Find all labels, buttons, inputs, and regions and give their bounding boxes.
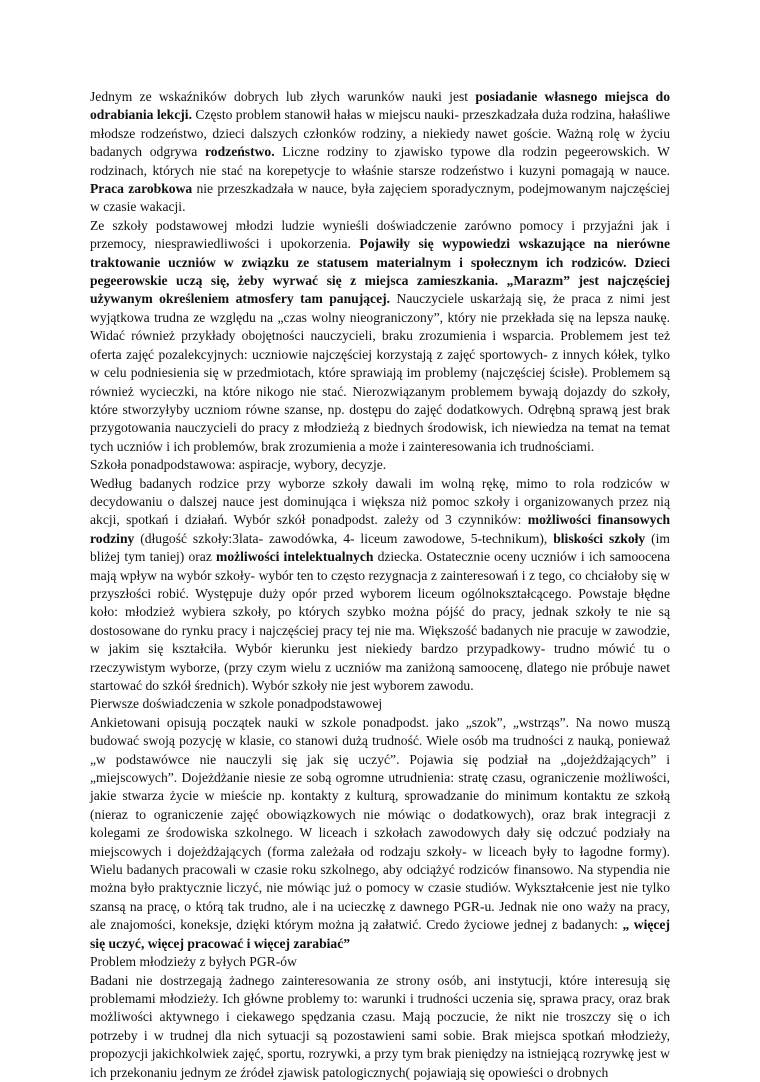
body-text: Badani nie dostrzegają żadnego zainteresowania ze strony osób, ani instytucji, które interesują się problemami młodzieży. Ich główne problemy to: warunki i trudności uczenia się, sprawa pracy, oraz brak możliwości aktywnego i ciekawego spędzania czasu. Mają poczucie, że nikt nie troszczy się o ich potrzeby i w trudnej dla nich sytuacji są pozostawieni sami sobie. Brak miejsca spotkań młodzieży, propozycji jakichkolwiek zajęć, sportu, rozrywki, a przy tym brak pieniędzy na istniejącą rozrywkę jest w ich przekonaniu jednym ze źródeł zjawisk patologicznych( pojawiają się opowieści o drobnych: [90, 972, 670, 1080]
document-page: [90, 88, 670, 1082]
body-text: Nauczyciele uskarżają się, że praca z nimi jest wyjątkowa trudna ze względu na „czas wolny nieograniczony”, który nie przekłada się na lepsza naukę. Widać również przykłady obojętności nauczycieli, braku zrozumienia i wsparcia. Problemem jest też oferta zajęć pozalekcyjnych: uczniowie najczęściej korzystają z zajęć sportowych- z innych kółek, tylko w celu podniesienia się w przedmiotach, które sprawiają im problemy (najczęściej ścisłe). Problemem są również wycieczki, na które nikogo nie stać. Nierozwiązanym problemem bywają dojazdy do szkoły, które stworzyłyby uczniom równe szanse, np. dostępu do zajęć dodatkowych. Odrębną sprawą jest brak przygotowania nauczycieli do pracy z młodzieżą z biednych środowisk, ich niewiedza na temat na temat tych uczniów i ich problemów, brak zrozumienia a może i zainteresowania ich trudnościami.: [90, 291, 670, 454]
emphasis-text: możliwości intelektualnych: [216, 549, 374, 565]
body-text: Jednym ze wskaźników dobrych lub złych warunków nauki jest: [90, 89, 476, 104]
paragraph-first-experiences: [90, 714, 670, 953]
body-text: Ankietowani opisują początek nauki w szkole ponadpodst. jako „szok”, „wstrząs”. Na nowo muszą budować swoją pozycję w klasie, co stanowi dużą trudność. Wiele osób ma trudności z nauką, ponieważ „w podstawówce nie nauczyli się jak się uczyć”. Pojawia się podział na „dojeżdżających” i „miejscowych”. Dojeżdżanie niesie ze sobą ogromne utrudnienia: stratę czasu, ograniczenie możliwości, jakie stwarza życie w mieście np. kontakty z kulturą, sprowadzanie do minimum kontaktu ze szkołą (nieraz to ograniczenie zajęć obowiązkowych nie mówiąc o dodatkowych), oraz brak integracji z kolegami ze środowiska szkolnego. W liceach i szkołach zawodowych dały się odczuć podziały na miejscowych i dojeżdżających (forma zależała od rodzaju szkoły- w liceach były to łagodne formy). Wielu badanych pracowali w czasie roku szkolnego, aby odciążyć rodziców finansowo. Na stypendia nie można było praktycznie liczyć, nie mówiąc już o pomocy w czasie studiów. Wykształcenie jest nie tylko szansą na pracę, o którą tak trudno, ale i na ucieczkę z dawnego PGR-u. Jednak nie ono waży na pracy, ale znajomości, koneksje, dzięki którym można ją załatwić. Credo życiowe jednej z badanych:: [90, 714, 670, 933]
paragraph-study-conditions: [90, 88, 670, 217]
body-text: Ze szkoły podstawowej młodzi ludzie wynieśli doświadczenie zarówno pomocy i przyjaźni jak i przemocy, niesprawiedliwości i upokorzenia.: [90, 217, 670, 252]
paragraph-school-choice: [90, 475, 670, 696]
emphasis-text: rodzeństwo.: [205, 144, 275, 160]
emphasis-text: Pojawiły się wypowiedzi wskazujące na nierówne traktowanie uczniów w związku ze statusem materialnym i społecznym ich rodziców. Dzieci pegeerowskie uczą się, żeby wyrwać się z miejsca zamieszkania. „Marazm” jest najczęściej używanym określeniem atmosfery tam panującej.: [90, 236, 670, 307]
section-heading-youth-problem: Problem młodzieży z byłych PGR-ów: [90, 954, 297, 970]
emphasis-text: „ więcej się uczyć, więcej pracować i więcej zarabiać”: [90, 917, 670, 951]
body-text: nie przeszkadzała w nauce, była zajęciem sporadycznym, podejmowanym najczęściej w czasie wakacji.: [90, 181, 670, 215]
body-text: (im bliżej tym taniej) oraz: [90, 530, 670, 565]
emphasis-text: bliskości szkoły: [553, 530, 646, 546]
emphasis-text: Praca zarobkowa: [90, 181, 193, 197]
section-heading-first-experiences: Pierwsze doświadczenia w szkole ponadpodstawowej: [90, 696, 383, 712]
body-text: Według badanych rodzice przy wyborze szkoły dawali im wolną rękę, mimo to rola rodziców w decydowaniu o dalszej nauce jest dominująca i większa niż pomoc szkoły i organizowanych przez nią akcji, spotkań i działań. Wybór szkół ponadpodst. zależy od 3 czynników:: [90, 475, 670, 528]
body-text: Często problem stanowił hałas w miejscu nauki- przeszkadzała duża rodzina, hałaśliwe młodsze rodzeństwo, dzieci dalszych członków rodziny, a niekiedy nawet goście. Ważną rolę w życiu badanych odgrywa: [90, 107, 670, 160]
body-text: dziecka. Ostatecznie oceny uczniów i ich samoocena mają wpływ na wybór szkoły- wybór ten to często rezygnacja z zainteresowań i z tego, co chciałoby się w przyszłości robić. Występuje duży opór przed wyborem liceum ogólnokształcącego. Powstaje błędne koło: młodzież wybiera szkoły, po których szybko można pójść do pracy, jednak szkoły te nie są dostosowane do rynku pracy i najczęściej pracy tej nie ma. Większość badanych nie pracuje w zawodzie, w jakim się kształciła. Wybór kierunku jest niekiedy bardzo przypadkowy- trudno mówić tu o rzeczywistym wyborze, (przy czym wielu z uczniów ma zaniżoną samoocenę, dlatego nie próbuje nawet startować do szkół średnich). Wybór szkoły nie jest wyborem zawodu.: [90, 549, 670, 693]
body-text: Liczne rodziny to zjawisko typowe dla rodzin pegeerowskich. W rodzinach, których nie stać na korepetycje to właśnie starsze rodzeństwo i kuzyni pomagają w nauce.: [90, 144, 670, 178]
emphasis-text: posiadanie własnego miejsca do odrabiania lekcji.: [90, 89, 670, 123]
section-heading-secondary-school: Szkoła ponadpodstawowa: aspiracje, wybory, decyzje.: [90, 457, 387, 473]
emphasis-text: możliwości finansowych rodziny: [90, 512, 670, 546]
paragraph-primary-school: [90, 217, 670, 456]
body-text: (długość szkoły:3lata- zawodówka, 4- liceum zawodowe, 5-technikum),: [134, 530, 554, 546]
paragraph-youth-problem: [90, 972, 670, 1082]
